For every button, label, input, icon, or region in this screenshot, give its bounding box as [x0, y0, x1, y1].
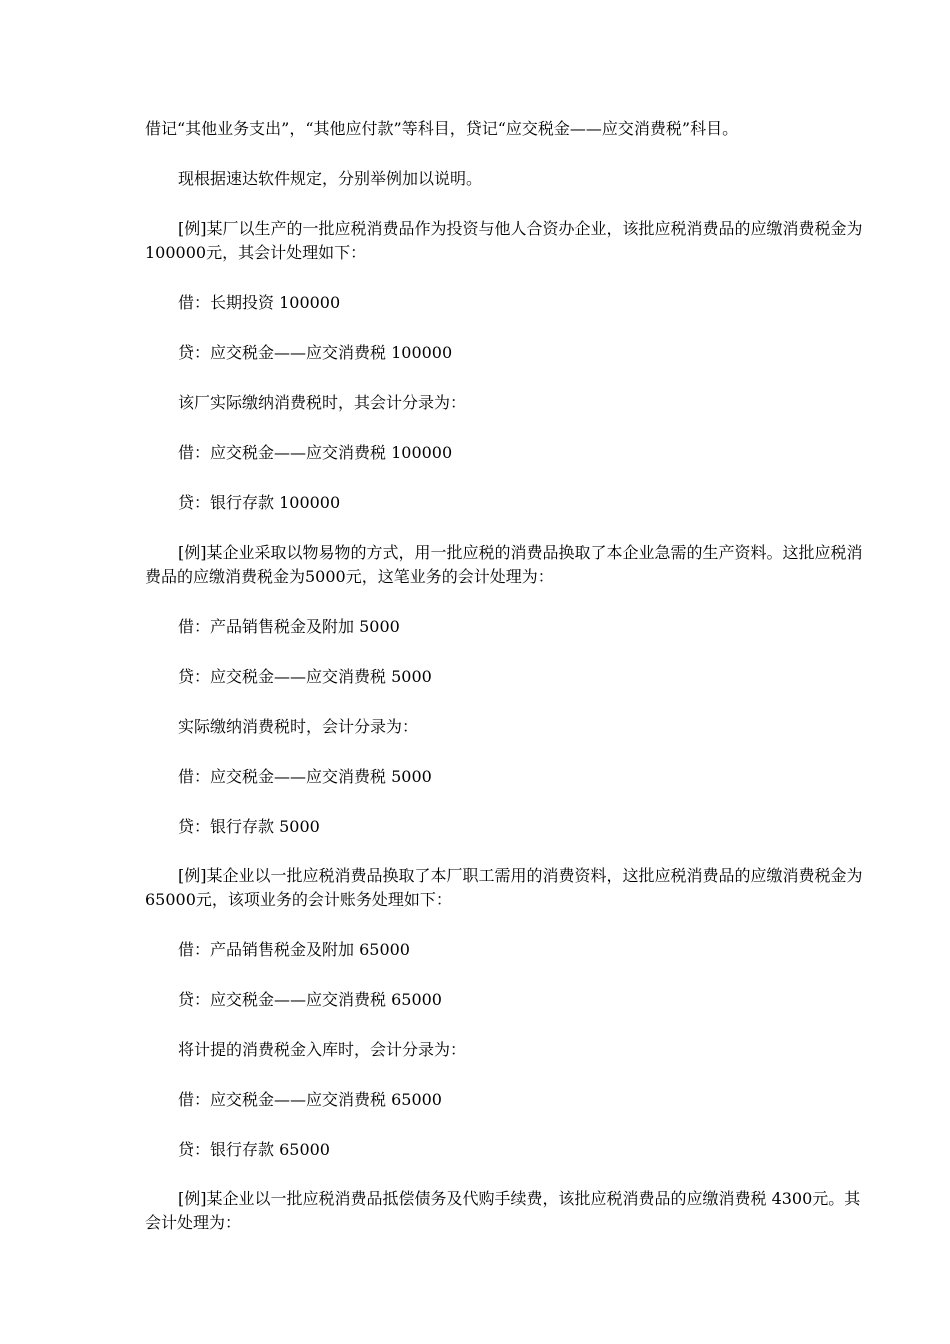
paragraph-11: 贷：应交税金——应交消费税 5000: [178, 667, 432, 686]
paragraph-12: 实际缴纳消费税时，会计分录为：: [178, 717, 419, 736]
paragraph-3: [例]某厂以生产的一批应税消费品作为投资与他人合资办企业，该批应税消费品的应缴消费税金为100000元，其会计处理如下：: [145, 219, 863, 262]
paragraph-9: [例]某企业采取以物易物的方式，用一批应税的消费品换取了本企业急需的生产资料。这批应税消费品的应缴消费税金为5000元，这笔业务的会计处理为：: [145, 543, 863, 586]
paragraph-20: 贷：银行存款 65000: [178, 1140, 330, 1159]
paragraph-1: 借记“其他业务支出”，“其他应付款”等科目，贷记“应交税金——应交消费税”科目。: [145, 119, 739, 138]
paragraph-6: 该厂实际缴纳消费税时，其会计分录为：: [178, 393, 467, 412]
paragraph-17: 贷：应交税金——应交消费税 65000: [178, 990, 442, 1009]
paragraph-19: 借：应交税金——应交消费税 65000: [178, 1090, 442, 1109]
paragraph-18: 将计提的消费税金入库时，会计分录为：: [178, 1040, 467, 1059]
paragraph-8: 贷：银行存款 100000: [178, 493, 341, 512]
paragraph-16: 借：产品销售税金及附加 65000: [178, 940, 410, 959]
paragraph-21: [例]某企业以一批应税消费品抵偿债务及代购手续费，该批应税消费品的应缴消费税 4300元。其会计处理为：: [145, 1189, 861, 1232]
paragraph-4: 借：长期投资 100000: [178, 293, 341, 312]
paragraph-10: 借：产品销售税金及附加 5000: [178, 617, 400, 636]
paragraph-7: 借：应交税金——应交消费税 100000: [178, 443, 453, 462]
paragraph-5: 贷：应交税金——应交消费税 100000: [178, 343, 453, 362]
paragraph-2: 现根据速达软件规定，分别举例加以说明。: [178, 169, 483, 188]
paragraph-13: 借：应交税金——应交消费税 5000: [178, 767, 432, 786]
paragraph-14: 贷：银行存款 5000: [178, 817, 320, 836]
paragraph-15: [例]某企业以一批应税消费品换取了本厂职工需用的消费资料，这批应税消费品的应缴消费税金为65000元，该项业务的会计账务处理如下：: [145, 866, 863, 909]
